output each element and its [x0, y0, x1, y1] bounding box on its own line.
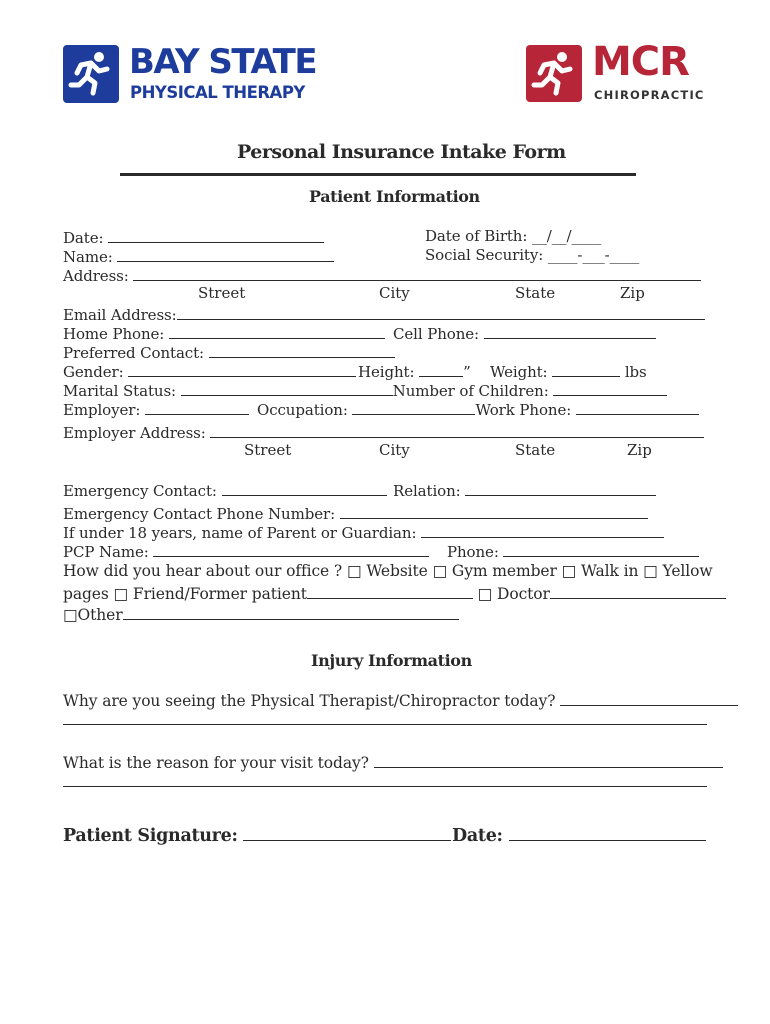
guardian-row	[63, 522, 664, 543]
occupation-row	[257, 399, 699, 420]
signature-date-label: Date:	[452, 826, 503, 846]
emergency-phone-field[interactable]	[340, 503, 648, 519]
patient-info-heading: Patient Information	[309, 187, 480, 206]
name-row	[63, 246, 334, 267]
reason-visit-label: What is the reason for your visit today?	[63, 754, 369, 772]
gender-row	[63, 361, 356, 382]
height-field[interactable]	[419, 361, 463, 377]
employer-address-row	[63, 422, 704, 443]
option-walk-in[interactable]: □ Walk in	[561, 562, 639, 580]
employer-city-label: City	[379, 441, 410, 459]
relation-label: Relation:	[393, 482, 461, 500]
work-phone-label: Work Phone:	[475, 401, 572, 419]
emergency-contact-field[interactable]	[222, 480, 387, 496]
signature-date-row	[452, 822, 706, 846]
weight-field[interactable]	[552, 361, 620, 377]
employer-label: Employer:	[63, 401, 141, 419]
other-field[interactable]	[123, 604, 459, 620]
weight-label: Weight:	[490, 363, 548, 381]
option-yellow-pages-cont: pages	[63, 585, 109, 603]
cell-phone-label: Cell Phone:	[393, 325, 479, 343]
preferred-contact-row	[63, 342, 395, 363]
employer-zip-label: Zip	[627, 441, 652, 459]
preferred-contact-label: Preferred Contact:	[63, 344, 204, 362]
pcp-field[interactable]	[153, 541, 429, 557]
weight-unit: lbs	[624, 363, 647, 381]
home-phone-label: Home Phone:	[63, 325, 165, 343]
dob-row	[425, 227, 601, 246]
pcp-label: PCP Name:	[63, 543, 149, 561]
pcp-phone-label: Phone:	[447, 543, 499, 561]
children-label: Number of Children:	[392, 382, 549, 400]
cell-phone-row	[393, 323, 656, 344]
form-title: Personal Insurance Intake Form	[237, 141, 566, 163]
reason-visit-row	[63, 752, 723, 773]
employer-row	[63, 399, 249, 420]
bay-state-logo	[63, 42, 338, 107]
logo-right-line1: MCR	[592, 39, 689, 85]
emergency-contact-row	[63, 480, 387, 501]
relation-field[interactable]	[465, 480, 656, 496]
home-phone-field[interactable]	[169, 323, 385, 339]
home-phone-row	[63, 323, 385, 344]
work-phone-field[interactable]	[576, 399, 699, 415]
why-seeing-label: Why are you seeing the Physical Therapist/Chiropractor today?	[63, 692, 556, 710]
reason-visit-line-2[interactable]	[63, 786, 707, 787]
title-rule	[120, 173, 636, 176]
marital-field[interactable]	[181, 380, 393, 396]
height-label: Height:	[358, 363, 415, 381]
address-street-label: Street	[198, 284, 246, 302]
weight-row	[490, 361, 647, 382]
date-field[interactable]	[108, 227, 324, 243]
marital-row	[63, 380, 667, 401]
ssn-label: Social Security:	[425, 246, 544, 264]
option-other[interactable]: □Other	[63, 606, 123, 624]
option-doctor[interactable]: □ Doctor	[477, 585, 550, 603]
referral-row	[63, 562, 713, 581]
gender-label: Gender:	[63, 363, 124, 381]
height-unit: ”	[463, 363, 471, 381]
ssn-row	[425, 246, 639, 265]
why-seeing-field[interactable]	[560, 690, 738, 706]
logo-right-line2: CHIROPRACTIC	[594, 88, 705, 102]
signature-label: Patient Signature:	[63, 826, 238, 846]
occupation-field[interactable]	[352, 399, 475, 415]
signature-date-field[interactable]	[509, 822, 706, 841]
option-friend[interactable]: □ Friend/Former patient	[113, 585, 307, 603]
relation-row	[393, 480, 656, 501]
preferred-contact-field[interactable]	[209, 342, 395, 358]
email-label: Email Address:	[63, 306, 177, 324]
employer-state-label: State	[515, 441, 556, 459]
employer-address-label: Employer Address:	[63, 424, 206, 442]
pcp-phone-field[interactable]	[503, 541, 699, 557]
mcr-logo	[526, 39, 716, 105]
pcp-row	[63, 541, 429, 562]
address-row	[63, 265, 701, 286]
cell-phone-field[interactable]	[484, 323, 656, 339]
height-row	[358, 361, 471, 382]
address-label: Address:	[63, 267, 129, 285]
emergency-phone-label: Emergency Contact Phone Number:	[63, 505, 336, 523]
address-field[interactable]	[133, 265, 701, 281]
occupation-label: Occupation:	[257, 401, 348, 419]
emergency-phone-row	[63, 503, 648, 524]
employer-address-field[interactable]	[210, 422, 704, 438]
marital-label: Marital Status:	[63, 382, 176, 400]
email-row	[63, 304, 705, 325]
signature-row	[63, 822, 451, 846]
ssn-field[interactable]: ____-___-____	[547, 246, 640, 264]
guardian-label: If under 18 years, name of Parent or Guardian:	[63, 524, 417, 542]
why-seeing-line-2[interactable]	[63, 724, 707, 725]
date-label: Date:	[63, 229, 104, 247]
signature-field[interactable]	[243, 822, 451, 841]
date-row	[63, 227, 324, 248]
logo-left-line2: PHYSICAL THERAPY	[130, 83, 305, 102]
referral-row-2	[63, 583, 726, 604]
runner-icon	[63, 45, 119, 103]
option-yellow-pages[interactable]: □ Yellow	[643, 562, 713, 580]
doctor-field[interactable]	[550, 583, 726, 599]
referral-question: How did you hear about our office ?	[63, 562, 343, 580]
reason-visit-field[interactable]	[374, 752, 723, 768]
friend-field[interactable]	[307, 583, 473, 599]
logo-left-line1: BAY STATE	[129, 42, 317, 82]
address-city-label: City	[379, 284, 410, 302]
runner-icon	[526, 45, 582, 102]
pcp-phone-row	[447, 541, 699, 562]
children-field[interactable]	[553, 380, 667, 396]
name-label: Name:	[63, 248, 113, 266]
name-field[interactable]	[117, 246, 334, 262]
emergency-contact-label: Emergency Contact:	[63, 482, 217, 500]
option-website[interactable]: □ Website	[346, 562, 428, 580]
employer-field[interactable]	[145, 399, 249, 415]
gender-field[interactable]	[128, 361, 356, 377]
dob-field[interactable]: __/__/____	[532, 227, 602, 245]
injury-info-heading: Injury Information	[311, 651, 472, 670]
referral-row-3	[63, 604, 459, 625]
guardian-field[interactable]	[421, 522, 664, 538]
email-field[interactable]	[177, 304, 705, 320]
employer-street-label: Street	[244, 441, 292, 459]
option-gym-member[interactable]: □ Gym member	[432, 562, 557, 580]
address-state-label: State	[515, 284, 556, 302]
address-zip-label: Zip	[620, 284, 645, 302]
dob-label: Date of Birth:	[425, 227, 528, 245]
why-seeing-row	[63, 690, 738, 711]
